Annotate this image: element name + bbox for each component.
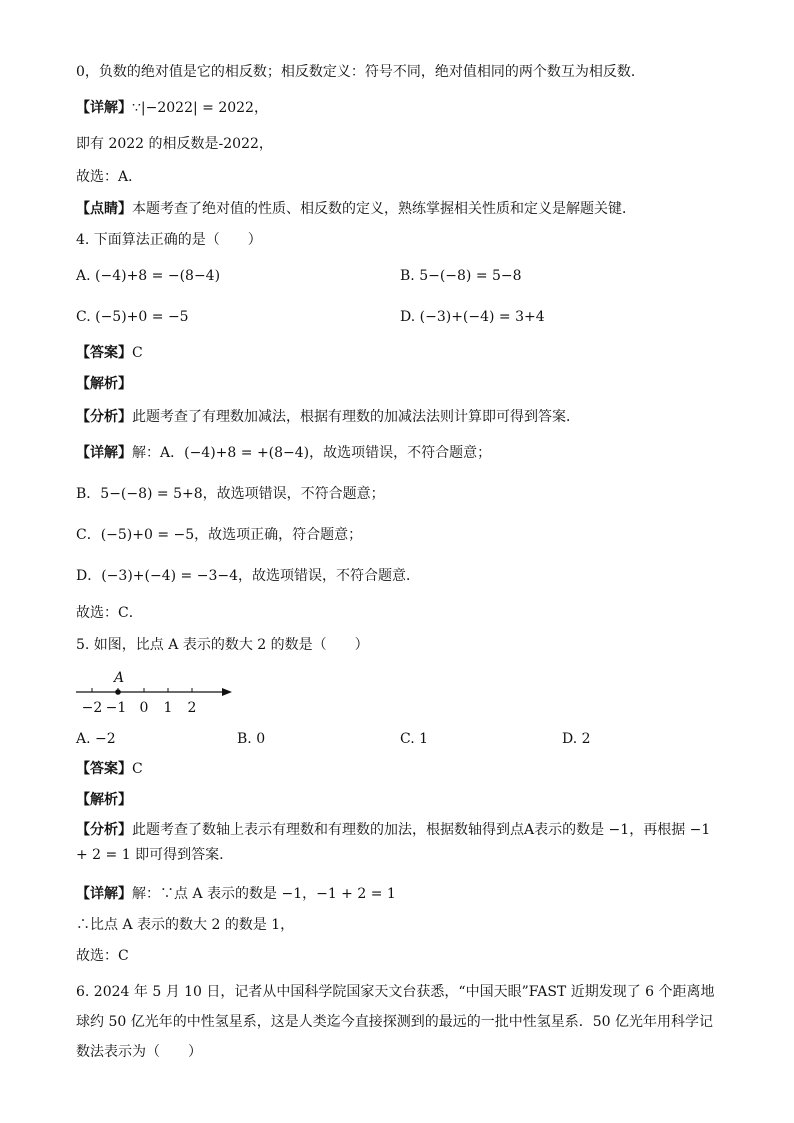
q4-analysis (76, 407, 580, 427)
text-line: 即有 2022 的相反数是-2022， (76, 136, 273, 152)
comment-line (76, 199, 636, 219)
choose-line: 故选：A． (76, 169, 143, 185)
question-5: 5. 如图，比点 A 表示的数大 2 的数是（ ） (76, 637, 369, 653)
q5-option-d: D. 2 (562, 731, 591, 747)
tick-label: 1 (163, 700, 173, 716)
q4-detail-b: B．5−(−8) = 5+8，故选项错误，不符合题意； (76, 486, 385, 502)
q5-answer (76, 759, 143, 779)
q4-option-b: B. 5−(−8) = 5−8 (400, 268, 522, 284)
q5-analysis-heading: 【解析】 (76, 792, 132, 808)
tick-label: 2 (187, 700, 197, 716)
detail-tag: 【详解】 (76, 100, 132, 116)
analysis-tag: 【分析】 (76, 409, 132, 425)
tick-label: −2 (81, 700, 103, 716)
q4-detail-c: C．(−5)+0 = −5，故选项正确，符合题意； (76, 527, 363, 543)
q4-option-c: C. (−5)+0 = −5 (76, 309, 189, 325)
detail-text: 解：A．(−4)+8 = +(8−4)，故选项错误，不符合题意； (132, 445, 492, 461)
q4-choose: 故选：C． (76, 605, 143, 621)
answer-value: C (132, 761, 143, 777)
analysis-text: 此题考查了有理数加减法，根据有理数的加减法法则计算即可得到答案． (132, 409, 580, 425)
detail-text: 解：∵点 A 表示的数是 −1，−1 + 2 = 1 (132, 886, 396, 902)
analysis-text: 此题考查了数轴上表示有理数和有理数的加法，根据数轴得到点A表示的数是 −1，再根据 −1 + 2 = 1 即可得到答案. (76, 822, 711, 863)
comment-text: 本题考查了绝对值的性质、相反数的定义，熟练掌握相关性质和定义是解题关键． (132, 201, 636, 217)
q4-detail-a (76, 443, 491, 463)
q4-option-a: A. (−4)+8 = −(8−4) (76, 268, 221, 284)
q5-option-b: B. 0 (237, 731, 266, 747)
q5-therefore: ∴比点 A 表示的数大 2 的数是 1， (76, 917, 295, 933)
question-4: 4. 下面算法正确的是（ ） (76, 232, 262, 248)
q4-option-d: D. (−3)+(−4) = 3+4 (400, 309, 545, 325)
q5-choose: 故选：C (76, 948, 129, 964)
comment-tag: 【点睛】 (76, 201, 132, 217)
answer-tag: 【答案】 (76, 345, 132, 361)
tick-label: 0 (139, 700, 149, 716)
tick-label: −1 (105, 700, 127, 716)
answer-tag: 【答案】 (76, 761, 132, 777)
detail-tag: 【详解】 (76, 886, 132, 902)
q4-answer (76, 343, 143, 363)
q5-detail (76, 884, 396, 904)
q5-analysis (76, 818, 720, 868)
detail-tag: 【详解】 (76, 445, 132, 461)
q4-analysis-heading: 【解析】 (76, 376, 132, 392)
detail-line (76, 98, 268, 118)
detail-text: ∵|−2022| = 2022， (132, 100, 268, 116)
text-line: 0，负数的绝对值是它的相反数；相反数定义：符号不同，绝对值相同的两个数互为相反数． (76, 64, 645, 80)
q5-option-a: A. −2 (76, 731, 116, 747)
q4-detail-d: D．(−3)+(−4) = −3−4，故选项错误，不符合题意． (76, 568, 420, 584)
answer-value: C (132, 345, 143, 361)
analysis-tag: 【分析】 (76, 822, 132, 838)
number-line-figure (72, 668, 242, 716)
point-a-dot (115, 689, 121, 695)
number-line-arrow (222, 688, 232, 696)
q5-option-c: C. 1 (400, 731, 429, 747)
point-a-label: A (114, 670, 125, 686)
question-6: 6. 2024 年 5 月 10 日，记者从中国科学院国家天文台获悉，“中国天眼”FAST 近期发现了 6 个距离地球约 50 亿光年的中性氢星系，这是人类迄今直接探测到的最远的一批中性氢星系．50 亿光年用科学记数法表示为（ ） (76, 984, 715, 1060)
